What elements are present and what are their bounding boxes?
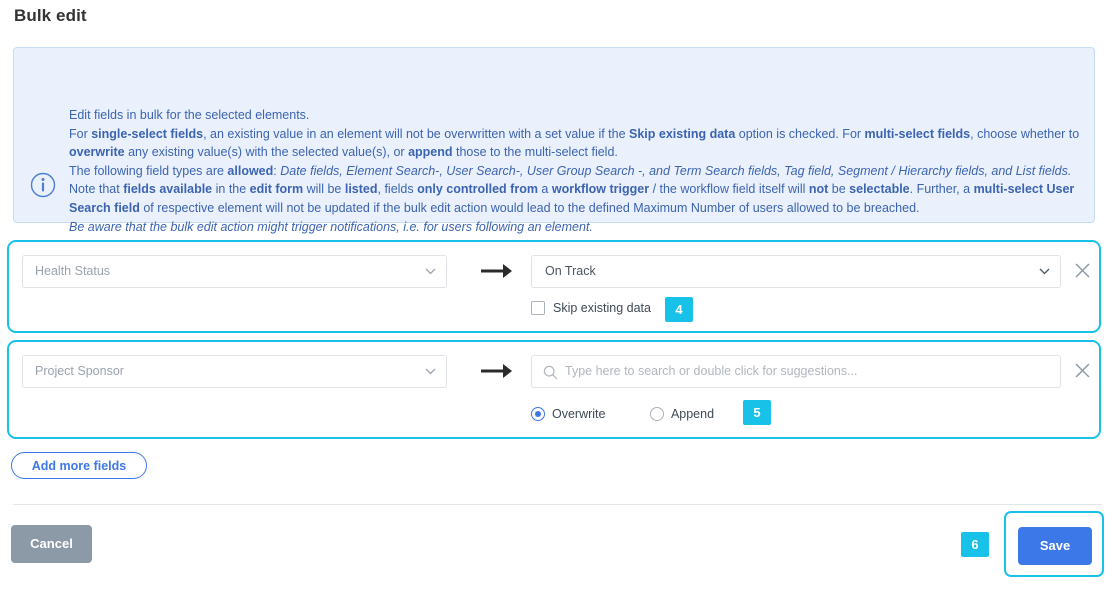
- skip-existing-data-option[interactable]: [531, 299, 651, 317]
- info-l2-b2: Skip existing data: [629, 126, 736, 141]
- info-l4-t1: Note that: [69, 182, 124, 197]
- chevron-down-icon: [425, 268, 436, 275]
- info-l4-b4: only controlled from: [417, 182, 538, 197]
- info-l2-b1: single-select fields: [91, 126, 204, 141]
- skip-existing-data-label: Skip existing data: [553, 300, 651, 315]
- search-icon: [543, 365, 558, 380]
- info-l4-b8: multi-select User Search field: [69, 182, 1075, 215]
- info-l2-t0: For: [69, 126, 92, 141]
- info-l3-t1: The following field types are: [69, 163, 228, 178]
- radio-overwrite-icon[interactable]: [531, 407, 545, 421]
- info-l4-t9: of respective element will not be updated if the bulk edit action would lead to the defined Maximum Number of users allowed to be breached.: [139, 200, 920, 215]
- info-l4-b1: fields available: [123, 182, 213, 197]
- add-more-fields-button[interactable]: Add more fields: [11, 452, 147, 479]
- arrow-right-icon: [479, 358, 513, 384]
- page-title: Bulk edit: [14, 6, 87, 25]
- info-l4-t5: a: [537, 182, 552, 197]
- footer-divider: [13, 504, 1102, 505]
- info-l2-b4: overwrite: [69, 145, 125, 160]
- info-line-5: Be aware that the bulk edit action might trigger notifications, i.e. for users following an element.: [69, 219, 593, 234]
- value-select-label: On Track: [545, 264, 596, 278]
- info-l2-t1: , an existing value in an element will not be overwritten with a set value if the: [203, 126, 630, 141]
- info-l4-b2: edit form: [249, 182, 304, 197]
- skip-existing-data-checkbox[interactable]: [531, 301, 545, 315]
- info-l4-b3: listed: [344, 182, 378, 197]
- arrow-right-icon: [479, 258, 513, 284]
- info-l4-b7: selectable: [849, 182, 910, 197]
- multi-select-mode-options: [531, 405, 754, 423]
- radio-append-icon[interactable]: [650, 407, 664, 421]
- value-select-health-status[interactable]: [531, 255, 1061, 288]
- info-l2-t5: those to the multi-select field.: [452, 145, 618, 160]
- cancel-button[interactable]: Cancel: [11, 525, 92, 563]
- info-l2-t3: , choose whether to: [970, 126, 1080, 141]
- radio-append-label: Append: [670, 406, 715, 421]
- save-button-highlight: [1004, 511, 1104, 577]
- chevron-down-icon: [1039, 268, 1050, 275]
- info-l3-i1: Date fields, Element Search-, User Search-, User Group Search -, and Term Search fields, Tag field, Segment / Hierarchy fields, and List fields.: [280, 163, 1072, 178]
- info-circle-icon: [30, 172, 56, 198]
- info-banner-text: [69, 106, 1089, 236]
- bulk-edit-field-row-1: [7, 240, 1101, 333]
- info-l4-t6: / the workflow field itself will: [649, 182, 809, 197]
- info-l4-t2: in the: [212, 182, 250, 197]
- info-l2-t4: any existing value(s) with the selected value(s), or: [124, 145, 409, 160]
- info-banner: [13, 47, 1095, 234]
- field-select-label: Project Sponsor: [35, 364, 124, 378]
- step-badge-5: 5: [743, 400, 771, 425]
- value-search-project-sponsor[interactable]: [531, 355, 1061, 388]
- info-l2-b5: append: [408, 145, 453, 160]
- remove-field-button-1[interactable]: [1073, 261, 1092, 280]
- field-select-health-status[interactable]: [22, 255, 447, 288]
- save-button[interactable]: Save: [1018, 527, 1092, 565]
- info-l4-t7: be: [828, 182, 850, 197]
- value-search-placeholder: Type here to search or double click for suggestions...: [565, 364, 858, 378]
- step-badge-6: 6: [961, 532, 989, 557]
- info-l4-t3: will be: [303, 182, 345, 197]
- info-l3-b1: allowed: [227, 163, 274, 178]
- info-l4-b6: not: [808, 182, 829, 197]
- radio-overwrite-label: Overwrite: [552, 406, 606, 421]
- radio-option-append[interactable]: [650, 405, 714, 423]
- info-line-1: Edit fields in bulk for the selected elements.: [69, 108, 310, 122]
- step-badge-4: 4: [665, 297, 693, 322]
- info-l4-t4: , fields: [377, 182, 418, 197]
- chevron-down-icon: [425, 368, 436, 375]
- field-select-project-sponsor[interactable]: [22, 355, 447, 388]
- info-l4-t8: . Further, a: [909, 182, 974, 197]
- field-select-label: Health Status: [35, 264, 111, 278]
- info-l2-b3: multi-select fields: [864, 126, 971, 141]
- remove-field-button-2[interactable]: [1073, 361, 1092, 380]
- bulk-edit-field-row-2: [7, 340, 1101, 439]
- info-l4-b5: workflow trigger: [551, 182, 650, 197]
- info-l3-t2: :: [273, 163, 281, 178]
- radio-option-overwrite[interactable]: [531, 405, 605, 423]
- info-l2-t2: option is checked. For: [735, 126, 865, 141]
